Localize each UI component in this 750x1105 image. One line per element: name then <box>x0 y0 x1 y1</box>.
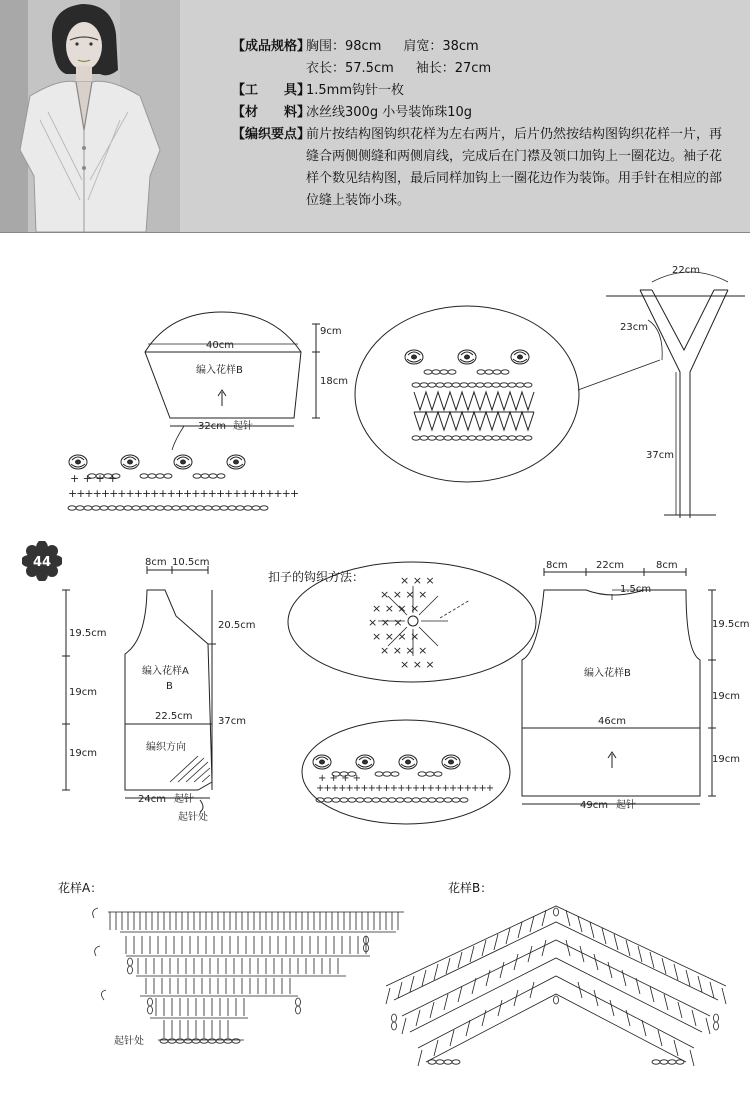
front-top-right: 10.5cm <box>172 557 210 568</box>
back-top-left: 8cm <box>546 560 568 571</box>
svg-text:× × ×: × × × <box>400 574 435 587</box>
back-right-2: 19cm <box>712 691 740 702</box>
collar-edging-oval <box>355 306 660 482</box>
button-stitches <box>368 574 435 671</box>
svg-text:++++++++++++++++++++++++: ++++++++++++++++++++++++ <box>316 783 494 794</box>
svg-text:× × ×: × × × <box>400 658 435 671</box>
spec-row-material <box>232 102 732 124</box>
sleeve-body-height: 18cm <box>320 376 348 387</box>
front-bottom-width: 24cm <box>138 794 166 805</box>
sleeve-edging-chart <box>68 455 299 510</box>
svg-text:× × ×: × × × <box>368 616 403 629</box>
spec-row-size <box>232 36 732 58</box>
svg-text:× × × ×: × × × × <box>372 602 420 615</box>
spec-label: 【成品规格】 <box>232 39 311 54</box>
back-top-mid: 22cm <box>596 560 624 571</box>
collar-band-diagram <box>606 272 745 518</box>
model-photo <box>0 0 180 232</box>
page-number-badge <box>22 541 62 581</box>
notes-label: 【编织要点】 <box>232 127 311 142</box>
front-right-2: 37cm <box>218 716 246 727</box>
back-piece-diagram <box>522 568 716 804</box>
sleeve-bottom-width: 32cm <box>198 421 226 432</box>
spec-length: 衣长：57.5cm <box>306 61 394 76</box>
spec-row-tools <box>232 80 732 102</box>
button-title: 扣子的钩织方法： <box>268 570 365 584</box>
front-left-3: 19cm <box>69 748 97 759</box>
front-start: 起针 <box>174 794 194 805</box>
front-left-2: 19cm <box>69 687 97 698</box>
pattern-a-chart <box>93 908 404 1043</box>
sleeve-pattern: 编入花样B <box>196 365 243 376</box>
back-neck-depth: 1.5cm <box>620 584 652 595</box>
collar-v-depth: 23cm <box>620 322 648 333</box>
back-pattern: 编入花样B <box>584 668 631 679</box>
sleeve-top-width: 40cm <box>206 340 234 351</box>
collar-band-length: 37cm <box>646 450 674 461</box>
pattern-b-title: 花样B： <box>448 881 493 895</box>
spec-shoulder: 肩宽：38cm <box>403 39 479 54</box>
back-right-1: 19.5cm <box>712 619 750 630</box>
header-band <box>0 0 750 233</box>
back-right-3: 19cm <box>712 754 740 765</box>
svg-text:× × × ×: × × × × <box>380 588 428 601</box>
spec-row-length <box>232 58 732 80</box>
front-pattern-b: B <box>166 681 173 692</box>
back-bottom-width: 49cm <box>580 800 608 811</box>
spec-row-notes <box>232 124 732 212</box>
notes-value: 前片按结构图钩织花样为左右两片，后片仍然按结构图钩织花样一片，再缝合两侧侧缝和两侧肩线，完成后在门襟及领口加钩上一圈花边。袖子花样个数见结构图，最后同样加钩上一圈花边作为装饰。用手针在相应的部位缝上装饰小珠。 <box>306 127 723 208</box>
tools-label: 【工 具】 <box>232 83 311 98</box>
button-oval <box>288 562 536 682</box>
pattern-a-start: 起针处 <box>114 1036 144 1047</box>
back-top-right: 8cm <box>656 560 678 571</box>
svg-text:+ + + +: + + + + <box>70 472 118 485</box>
svg-text:+ + + +: + + + + <box>318 773 362 784</box>
back-mid-width: 46cm <box>598 716 626 727</box>
hem-edging-oval <box>302 720 510 824</box>
front-mid-width: 22.5cm <box>155 711 193 722</box>
back-start: 起针 <box>616 800 636 811</box>
spec-label-spacer <box>232 58 306 80</box>
sleeve-cap-height: 9cm <box>320 326 342 337</box>
front-start-point: 起针处 <box>178 812 208 823</box>
spec-block <box>232 36 732 212</box>
front-direction: 编织方向 <box>146 742 186 753</box>
page-number: 44 <box>32 555 52 570</box>
sleeve-start: 起针 <box>233 421 253 432</box>
svg-text:× × × ×: × × × × <box>380 644 428 657</box>
front-pattern: 编入花样A <box>142 666 189 677</box>
sleeve-diagram <box>145 312 320 450</box>
tools-value: 1.5mm钩针一枚 <box>306 83 405 98</box>
pattern-b-chart <box>386 906 726 1066</box>
collar-top-width: 22cm <box>672 265 700 276</box>
front-right-1: 20.5cm <box>218 620 256 631</box>
svg-text:++++++++++++++++++++++++++++: ++++++++++++++++++++++++++++ <box>68 487 299 500</box>
material-value: 冰丝线300g 小号装饰珠10g <box>306 105 472 120</box>
material-label: 【材 料】 <box>232 105 311 120</box>
svg-text:× × × ×: × × × × <box>372 630 420 643</box>
front-left-1: 19.5cm <box>69 628 107 639</box>
front-piece-diagram <box>62 566 216 812</box>
spec-sleeve: 袖长：27cm <box>415 61 492 76</box>
pattern-a-title: 花样A： <box>58 881 103 895</box>
spec-chest: 胸围：98cm <box>306 39 382 54</box>
front-top-left: 8cm <box>145 557 167 568</box>
